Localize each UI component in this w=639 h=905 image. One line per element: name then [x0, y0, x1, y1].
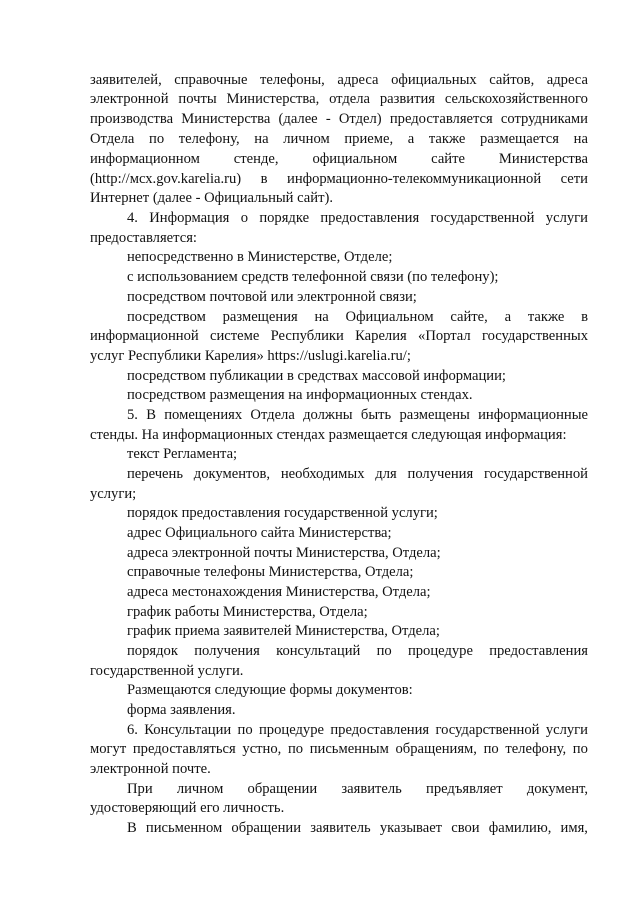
line-word: на [314, 309, 329, 325]
line-word: по [287, 741, 304, 757]
document-line: посредством публикации в средствах массовой информации; [127, 368, 506, 384]
line-word: а [504, 309, 512, 325]
line-word: помещениях [164, 407, 243, 423]
line-word: указывает [379, 820, 443, 836]
document-line: адреса местонахождения Министерства, Отдела; [127, 584, 431, 600]
line-word: адреса [337, 72, 379, 88]
line-word: официальных [391, 72, 477, 88]
line-word: а [407, 131, 415, 147]
line-word: на [573, 131, 588, 147]
line-word: системе [210, 328, 260, 344]
document-line: услуг Республики Карелия» https://uslugi.karelia.ru/; [90, 348, 411, 364]
line-word: услуги [545, 210, 588, 226]
line-word: Карелия [355, 328, 407, 344]
line-word: личном [283, 131, 330, 147]
line-word: Информация [149, 210, 230, 226]
line-word: процедуре [259, 722, 324, 738]
line-word: Отдел) [338, 111, 382, 127]
document-line [127, 720, 588, 740]
line-word: получения [194, 643, 260, 659]
line-word: должны [303, 407, 353, 423]
line-word: 6. [127, 722, 138, 738]
line-word: размещения [222, 309, 298, 325]
line-word: телефоны, [260, 72, 325, 88]
document-line [90, 129, 588, 149]
document-line: график работы Министерства, Отдела; [127, 604, 368, 620]
line-word: предоставления [489, 643, 588, 659]
document-line: электронной почте. [90, 761, 211, 777]
line-word: информационной [90, 328, 199, 344]
line-word: размещается [480, 131, 559, 147]
document-line [90, 149, 588, 169]
line-word: государственных [481, 328, 588, 344]
line-word: сельскохозяйственного [444, 91, 588, 107]
document-line [90, 739, 588, 759]
line-word: адреса [546, 72, 588, 88]
document-line: стенды. На информационных стендах размещается следующая информация: [90, 427, 567, 443]
line-word: документ, [526, 781, 588, 797]
line-word: - [325, 111, 331, 127]
line-word: В [146, 407, 156, 423]
line-word: сайте, [450, 309, 488, 325]
document-line: посредством почтовой или электронной связи; [127, 289, 417, 305]
line-word: порядок [127, 643, 178, 659]
line-word: услуги [545, 722, 588, 738]
line-word: на [254, 131, 269, 147]
line-word: документов, [193, 466, 271, 482]
line-word: по [149, 131, 165, 147]
document-line: непосредственно в Министерстве, Отделе; [127, 249, 393, 265]
line-word: телефону, [178, 131, 240, 147]
line-word: государственной [483, 466, 588, 482]
line-word: порядке [259, 210, 310, 226]
document-line: адрес Официального сайта Министерства; [127, 525, 392, 541]
line-word: о [240, 210, 248, 226]
line-word: телефону, [505, 741, 567, 757]
line-word: 5. [127, 407, 138, 423]
line-word: по [572, 741, 588, 757]
line-word: сотрудниками [500, 111, 588, 127]
line-word: приеме, [344, 131, 394, 147]
document-line [90, 70, 588, 90]
line-word: предоставляться [132, 741, 236, 757]
line-word: заявитель [310, 820, 371, 836]
line-word: сети [560, 171, 588, 187]
line-word: предъявляет [426, 781, 503, 797]
document-line [127, 464, 588, 484]
document-line: Размещаются следующие формы документов: [127, 682, 413, 698]
line-word: для [375, 466, 397, 482]
document-line [127, 405, 588, 425]
document-line: государственной услуги. [90, 663, 244, 679]
line-word: обращениям, [395, 741, 477, 757]
document-line: порядок предоставления государственной услуги; [127, 505, 438, 521]
line-word: Республики [270, 328, 344, 344]
line-word: «Портал [418, 328, 471, 344]
line-word: необходимых [280, 466, 365, 482]
line-word: информационном [90, 151, 200, 167]
line-word: обращении [231, 820, 302, 836]
line-word: заявителей, [90, 72, 162, 88]
line-word: сайте [431, 151, 465, 167]
line-word: обращении [247, 781, 318, 797]
line-word: производства [90, 111, 174, 127]
document-line: адреса электронной почты Министерства, Отдела; [127, 545, 441, 561]
line-word: по [376, 643, 392, 659]
line-word: в [581, 309, 588, 325]
document-line: удостоверяющий его личность. [90, 800, 285, 816]
line-word: Официальном [345, 309, 434, 325]
line-word: в [260, 171, 268, 187]
line-word: свои [451, 820, 480, 836]
line-word: развития [379, 91, 435, 107]
line-word: могут [90, 741, 127, 757]
line-word: по [237, 722, 253, 738]
line-word: государственной [435, 722, 540, 738]
document-line [90, 169, 588, 189]
line-word: Министерства, [226, 91, 320, 107]
document-line [127, 779, 588, 799]
document-line [90, 89, 588, 109]
line-word: устно, [242, 741, 282, 757]
line-word: консультаций [276, 643, 361, 659]
document-line: предоставляется: [90, 230, 197, 246]
line-word: стенде, [233, 151, 279, 167]
line-word: Консультации [144, 722, 232, 738]
line-word: государственной [430, 210, 535, 226]
line-word: В [127, 820, 137, 836]
line-word: фамилию, [488, 820, 552, 836]
line-word: справочные [174, 72, 248, 88]
document-line [127, 818, 588, 838]
document-line: с использованием средств телефонной связи (по телефону); [127, 269, 499, 285]
line-word: по [483, 741, 499, 757]
line-word: процедуре [407, 643, 473, 659]
line-word: информационные [478, 407, 588, 423]
line-word: Министерства [181, 111, 271, 127]
line-word: отдела [329, 91, 371, 107]
line-word: электронной [90, 91, 169, 107]
line-word: (далее [278, 111, 318, 127]
line-word: размещены [399, 407, 470, 423]
line-word: письменным [309, 741, 389, 757]
document-line: форма заявления. [127, 702, 236, 718]
document-line: посредством размещения на информационных стендах. [127, 387, 473, 403]
line-word: сайтов, [489, 72, 535, 88]
line-word: быть [360, 407, 392, 423]
line-word: Отдела [90, 131, 135, 147]
line-word: имя, [560, 820, 588, 836]
line-word: Отдела [250, 407, 295, 423]
line-word: также [527, 309, 565, 325]
line-word: информационно-телекоммуникационной [287, 171, 542, 187]
document-line: услуги; [90, 486, 137, 502]
line-word: перечень [127, 466, 183, 482]
document-line [127, 208, 588, 228]
document-line: Интернет (далее - Официальный сайт). [90, 190, 333, 206]
line-word: (http://мсх.gov.karelia.ru) [90, 171, 242, 187]
document-line [127, 641, 588, 661]
line-word: также [428, 131, 466, 147]
document-line [90, 326, 588, 346]
line-word: почты [178, 91, 217, 107]
line-word: посредством [127, 309, 206, 325]
document-line: справочные телефоны Министерства, Отдела; [127, 564, 414, 580]
document-line [90, 109, 588, 129]
line-word: письменном [145, 820, 223, 836]
line-word: заявитель [341, 781, 402, 797]
line-word: 4. [127, 210, 138, 226]
line-word: официальном [312, 151, 398, 167]
line-word: предоставления [330, 722, 430, 738]
line-word: личном [176, 781, 224, 797]
line-word: предоставления [320, 210, 420, 226]
line-word: получения [407, 466, 474, 482]
document-line: текст Регламента; [127, 446, 238, 462]
line-word: Министерства [498, 151, 588, 167]
line-word: При [127, 781, 153, 797]
line-word: предоставляется [389, 111, 493, 127]
document-line [127, 307, 588, 327]
document-line: график приема заявителей Министерства, Отдела; [127, 623, 440, 639]
